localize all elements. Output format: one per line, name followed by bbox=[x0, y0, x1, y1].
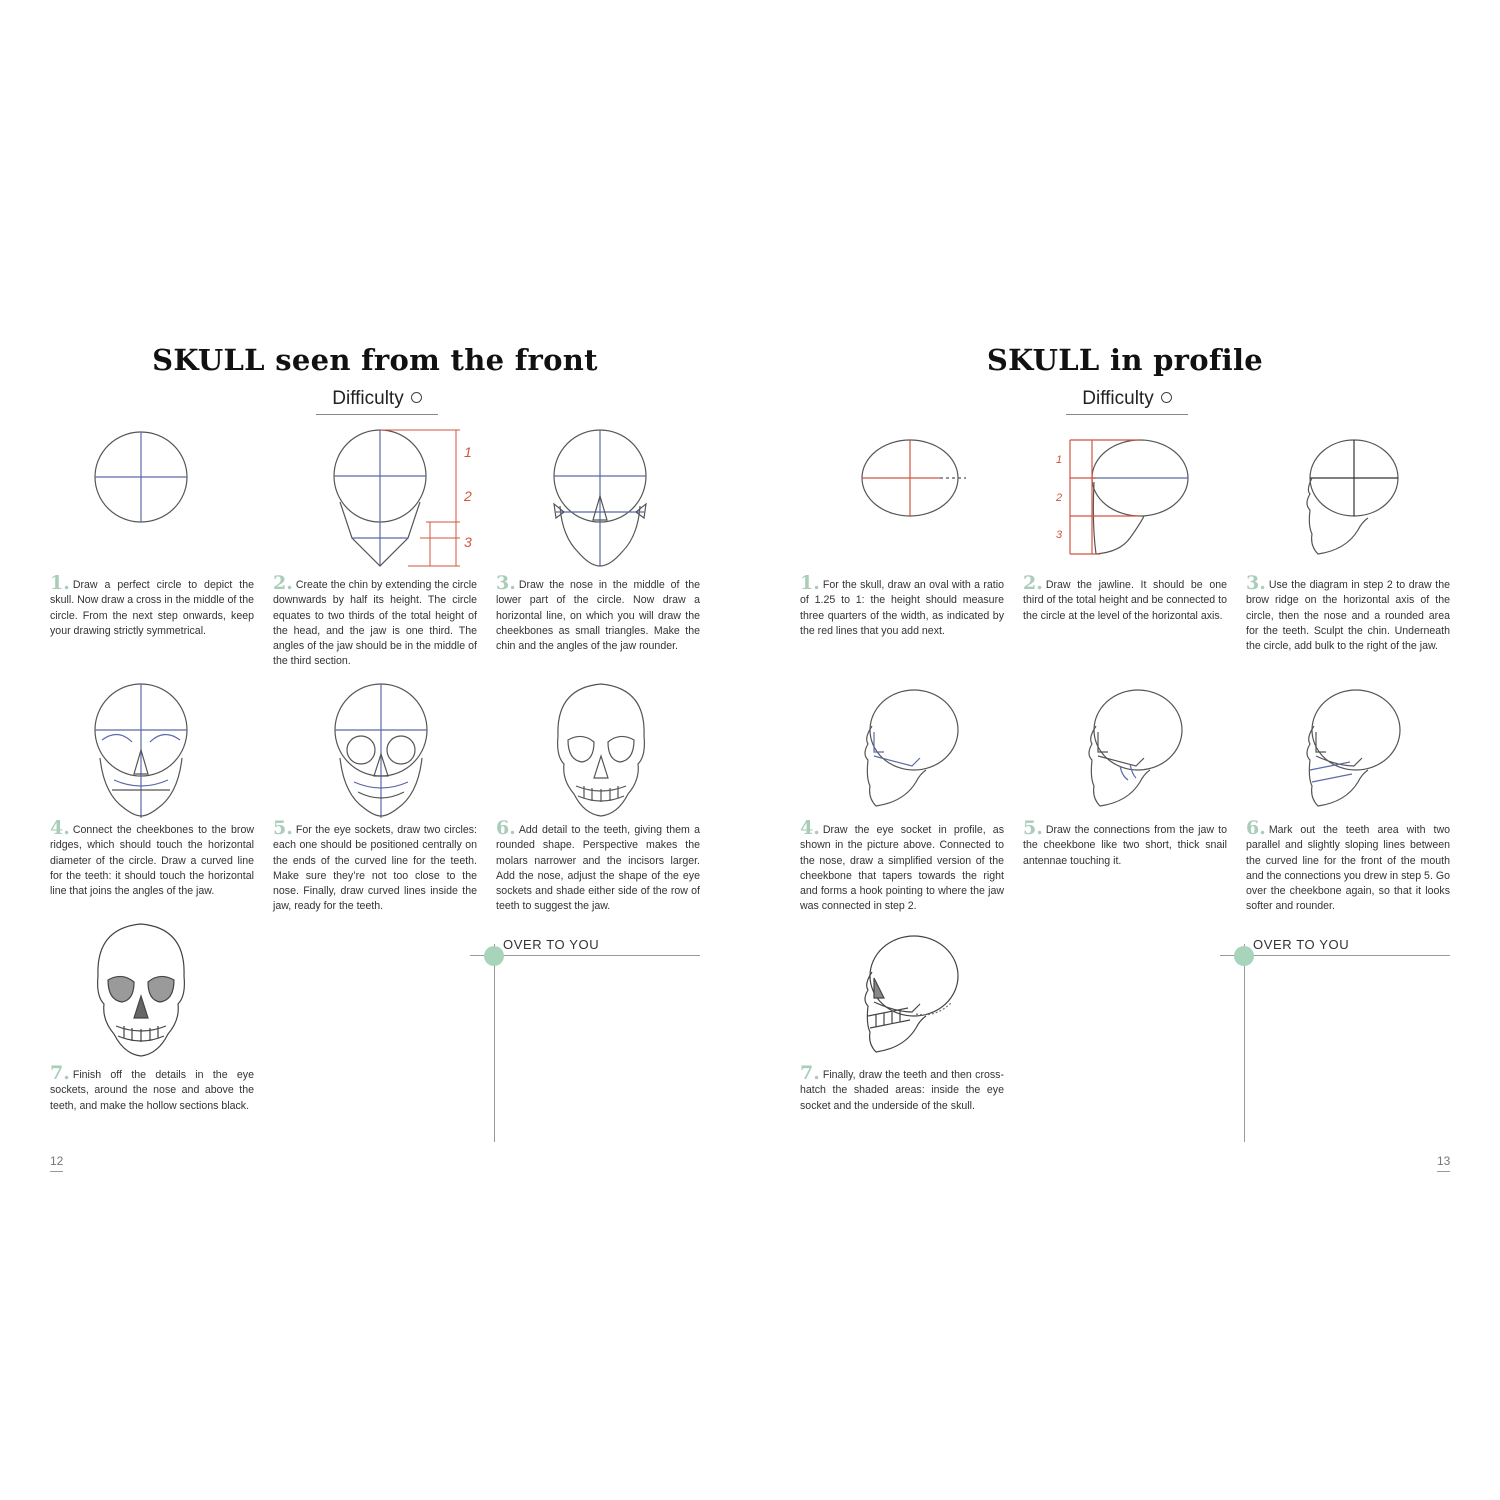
figure-front-step-6 bbox=[548, 680, 654, 820]
figure-front-step-1 bbox=[88, 424, 194, 528]
difficulty-label: Difficulty bbox=[332, 388, 404, 409]
step-2-text: 2. Create the chin by extending the circle downwards by half its height. The circle equates to two thirds of the total height of the head, and the jaw is one third. The angles of the jaw should be in the middle of the third section. bbox=[273, 572, 477, 668]
page-title: SKULL in profile bbox=[986, 343, 1264, 377]
over-to-you-dot bbox=[484, 946, 504, 966]
page-number: 12 bbox=[50, 1154, 63, 1172]
step-1-text: 1. For the skull, draw an oval with a ratio of 1.25 to 1: the height should measure three quarters of the width, as indicated by the red lines that you add next. bbox=[800, 572, 1004, 637]
over-to-you-label: OVER TO YOU bbox=[1253, 937, 1350, 952]
over-to-you-rule bbox=[470, 955, 700, 956]
measure-label-1: 1 bbox=[464, 444, 472, 460]
step-2-text: 2. Draw the jawline. It should be one third of the total height and be connected to the circle at the level of the horizontal axis. bbox=[1023, 572, 1227, 622]
figure-front-step-5 bbox=[328, 680, 434, 820]
page-number: 13 bbox=[1437, 1154, 1450, 1172]
step-7-text: 7. Finally, draw the teeth and then cross-hatch the shaded areas: inside the eye socket and the underside of the skull. bbox=[800, 1062, 1004, 1112]
difficulty-label: Difficulty bbox=[1082, 388, 1154, 409]
figure-front-step-7 bbox=[88, 920, 194, 1060]
difficulty-indicator bbox=[1072, 388, 1182, 410]
over-to-you-rule bbox=[1220, 955, 1450, 956]
figure-profile-step-3 bbox=[1298, 434, 1402, 558]
measure-label-3: 3 bbox=[464, 534, 472, 550]
step-1-text: 1. Draw a perfect circle to depict the skull. Now draw a cross in the middle of the circle. From the next step onwards, keep your drawing strictly symmetrical. bbox=[50, 572, 254, 637]
page-title: SKULL seen from the front bbox=[152, 343, 598, 377]
measure-label-3: 3 bbox=[1056, 529, 1063, 541]
difficulty-indicator bbox=[322, 388, 432, 410]
figure-profile-step-5 bbox=[1080, 686, 1186, 810]
step-3-text: 3. Draw the nose in the middle of the lower part of the circle. Now draw a horizontal line, on which you will draw the cheekbones as small triangles. Make the chin and the angles of the jaw rounder. bbox=[496, 572, 700, 653]
over-to-you-dot bbox=[1234, 946, 1254, 966]
figure-front-step-2 bbox=[328, 424, 488, 574]
step-5-text: 5. Draw the connections from the jaw to the cheekbone like two short, thick snail antennae touching it. bbox=[1023, 817, 1227, 867]
over-to-you-label: OVER TO YOU bbox=[503, 937, 600, 952]
page-right bbox=[750, 0, 1500, 1500]
step-3-text: 3. Use the diagram in step 2 to draw the brow ridge on the horizontal axis of the circle, then the nose and a rounded area for the teeth. Sculpt the chin. Underneath the circle, add bulk to the right of the jaw. bbox=[1246, 572, 1450, 653]
figure-profile-step-4 bbox=[856, 686, 962, 810]
figure-profile-step-6 bbox=[1298, 686, 1404, 810]
difficulty-circle-icon bbox=[1161, 392, 1172, 403]
step-6-text: 6. Mark out the teeth area with two parallel and slightly sloping lines between the curved line for the front of the mouth and the connections you drew in step 5. Go over the cheekbone again, so that it looks softer and rounder. bbox=[1246, 817, 1450, 913]
figure-profile-step-7 bbox=[856, 932, 962, 1056]
measure-label-2: 2 bbox=[1056, 492, 1063, 504]
over-to-you-divider bbox=[494, 944, 495, 1142]
difficulty-circle-icon bbox=[411, 392, 422, 403]
step-7-text: 7. Finish off the details in the eye sockets, around the nose and above the teeth, and make the hollow sections black. bbox=[50, 1062, 254, 1112]
measure-label-1: 1 bbox=[1056, 454, 1063, 466]
over-to-you-divider bbox=[1244, 944, 1245, 1142]
step-5-text: 5. For the eye sockets, draw two circles: each one should be positioned centrally on the ends of the curved line for the teeth. Make sure they’re not too close to the nose. Finally, draw curved lines inside the jaw, ready for the teeth. bbox=[273, 817, 477, 913]
step-4-text: 4. Connect the cheekbones to the brow ridges, which should touch the horizontal diameter of the circle. Draw a curved line for the teeth: it should touch the horizontal line that joins the angles of the jaw. bbox=[50, 817, 254, 898]
figure-profile-step-1 bbox=[856, 434, 968, 526]
step-6-text: 6. Add detail to the teeth, giving them a rounded shape. Perspective makes the molars narrower and the incisors larger. Add the nose, adjust the shape of the eye sockets and shade either side of the row of teeth to suggest the jaw. bbox=[496, 817, 700, 913]
figure-profile-step-2 bbox=[1040, 434, 1200, 558]
figure-front-step-4 bbox=[88, 680, 194, 820]
figure-front-step-3 bbox=[548, 424, 652, 574]
measure-label-2: 2 bbox=[464, 488, 472, 504]
step-4-text: 4. Draw the eye socket in profile, as shown in the picture above. Connected to the nose, draw a simplified version of the cheekbone that tapers towards the right and forms a hook pointing to where the jaw was connected in step 2. bbox=[800, 817, 1004, 913]
